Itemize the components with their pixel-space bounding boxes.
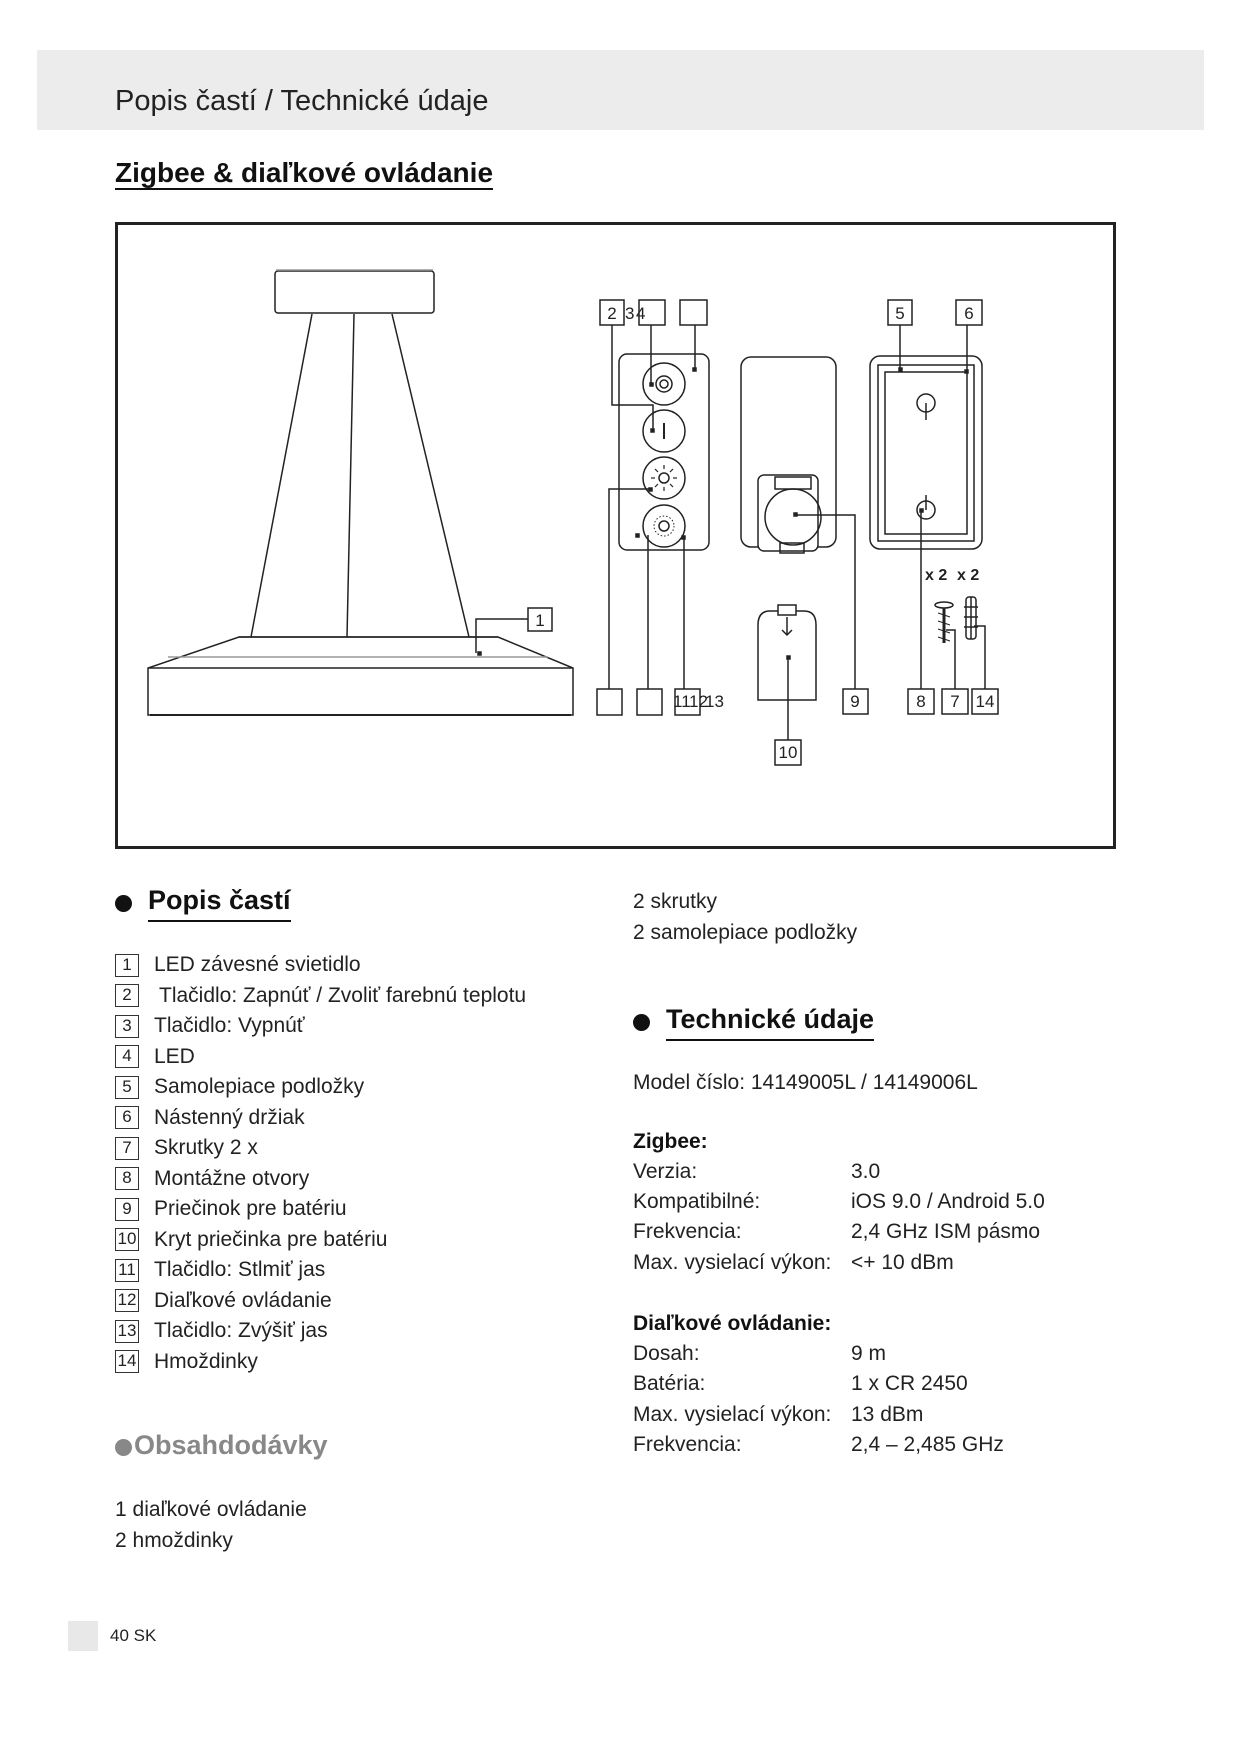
list-item: 1 LED závesné svietidlo [115, 950, 526, 981]
svg-text:9: 9 [850, 692, 860, 711]
callout-11-12-13 [673, 536, 724, 715]
model-number: Model číslo: 14149005L / 14149006L [633, 1071, 978, 1094]
callout-label-1: 1 [535, 611, 545, 630]
spec-row: Frekvencia: 2,4 – 2,485 GHz [633, 1433, 1004, 1456]
remote-back-illustration [741, 357, 836, 553]
parts-heading: Popis častí [115, 885, 291, 922]
zigbee-label: Zigbee: [633, 1130, 708, 1153]
list-item: 3 Tlačidlo: Vypnúť [115, 1011, 526, 1042]
list-item: 2 hmoždinky [115, 1528, 233, 1552]
svg-text:4: 4 [636, 304, 646, 323]
product-figure [115, 222, 1116, 849]
dowel-illustration [964, 597, 978, 639]
spec-row: Kompatibilné: iOS 9.0 / Android 5.0 [633, 1190, 1045, 1213]
list-item: 5 Samolepiace podložky [115, 1072, 526, 1103]
spec-row: Max. vysielací výkon: 13 dBm [633, 1403, 924, 1426]
spec-row: Frekvencia: 2,4 GHz ISM pásmo [633, 1220, 1041, 1243]
spec-row: Verzia: 3.0 [633, 1160, 881, 1183]
delivery-list-continued [633, 887, 857, 948]
section-title: Zigbee & diaľkové ovládanie [115, 157, 494, 188]
svg-text:3: 3 [625, 304, 635, 323]
qty-dowels: x 2 [957, 567, 980, 584]
svg-text:6: 6 [964, 304, 974, 323]
list-item: 11 Tlačidlo: Stlmiť jas [115, 1255, 526, 1286]
bullet-icon [115, 895, 132, 912]
svg-text:2: 2 [607, 304, 617, 323]
tech-heading: Technické údaje [633, 1004, 874, 1041]
footer-marker [68, 1621, 98, 1651]
list-item: 14 Hmoždinky [115, 1347, 526, 1378]
parts-list [115, 950, 526, 1377]
svg-text:14: 14 [975, 692, 995, 711]
product-diagram [118, 225, 1113, 846]
delivery-list [115, 1495, 307, 1556]
list-item: 4 LED [115, 1042, 526, 1073]
wall-holder-illustration [870, 356, 982, 549]
screw-illustration [935, 602, 953, 643]
svg-text:10: 10 [778, 743, 798, 762]
svg-text:11: 11 [673, 692, 691, 711]
spec-row: Max. vysielací výkon: <+ 10 dBm [633, 1251, 954, 1274]
callout-14 [972, 626, 998, 714]
battery-cover-illustration [758, 605, 816, 700]
svg-text:12: 12 [689, 692, 708, 711]
page-header-title: Popis častí / Technické údaje [115, 85, 489, 117]
qty-screws: x 2 [925, 567, 948, 584]
list-item: 1 diaľkové ovládanie [115, 1498, 307, 1521]
remote-label: Diaľkové ovládanie: [633, 1312, 832, 1335]
callout-blank-b [636, 534, 662, 715]
list-item: 12 Diaľkové ovládanie [115, 1286, 526, 1317]
spec-row: Batéria: 1 x CR 2450 [633, 1372, 968, 1395]
list-item: 2 Tlačidlo: Zapnúť / Zvoliť farebnú teplotu [115, 981, 526, 1012]
list-item: 6 Nástenný držiak [115, 1103, 526, 1134]
svg-text:13: 13 [705, 692, 724, 711]
page-number: 40 SK [110, 1626, 157, 1645]
remote-front-illustration [619, 354, 709, 550]
list-item: 10 Kryt priečinka pre batériu [115, 1225, 526, 1256]
list-item: 2 samolepiace podložky [633, 920, 858, 944]
pendant-lamp-illustration [148, 270, 573, 715]
page-footer [68, 1621, 156, 1651]
delivery-heading: Obsahdodávky [115, 1430, 328, 1465]
bullet-icon [633, 1014, 650, 1031]
callout-7 [942, 630, 968, 714]
svg-text:8: 8 [916, 692, 926, 711]
svg-text:7: 7 [950, 692, 960, 711]
spec-row: Dosah: 9 m [633, 1342, 887, 1365]
list-item: 2 skrutky [633, 890, 718, 913]
list-item: 13 Tlačidlo: Zvýšiť jas [115, 1316, 526, 1347]
bullet-icon [115, 1439, 132, 1456]
list-item: 9 Priečinok pre batériu [115, 1194, 526, 1225]
svg-text:5: 5 [895, 304, 905, 323]
list-item: 7 Skrutky 2 x [115, 1133, 526, 1164]
list-item: 8 Montážne otvory [115, 1164, 526, 1195]
